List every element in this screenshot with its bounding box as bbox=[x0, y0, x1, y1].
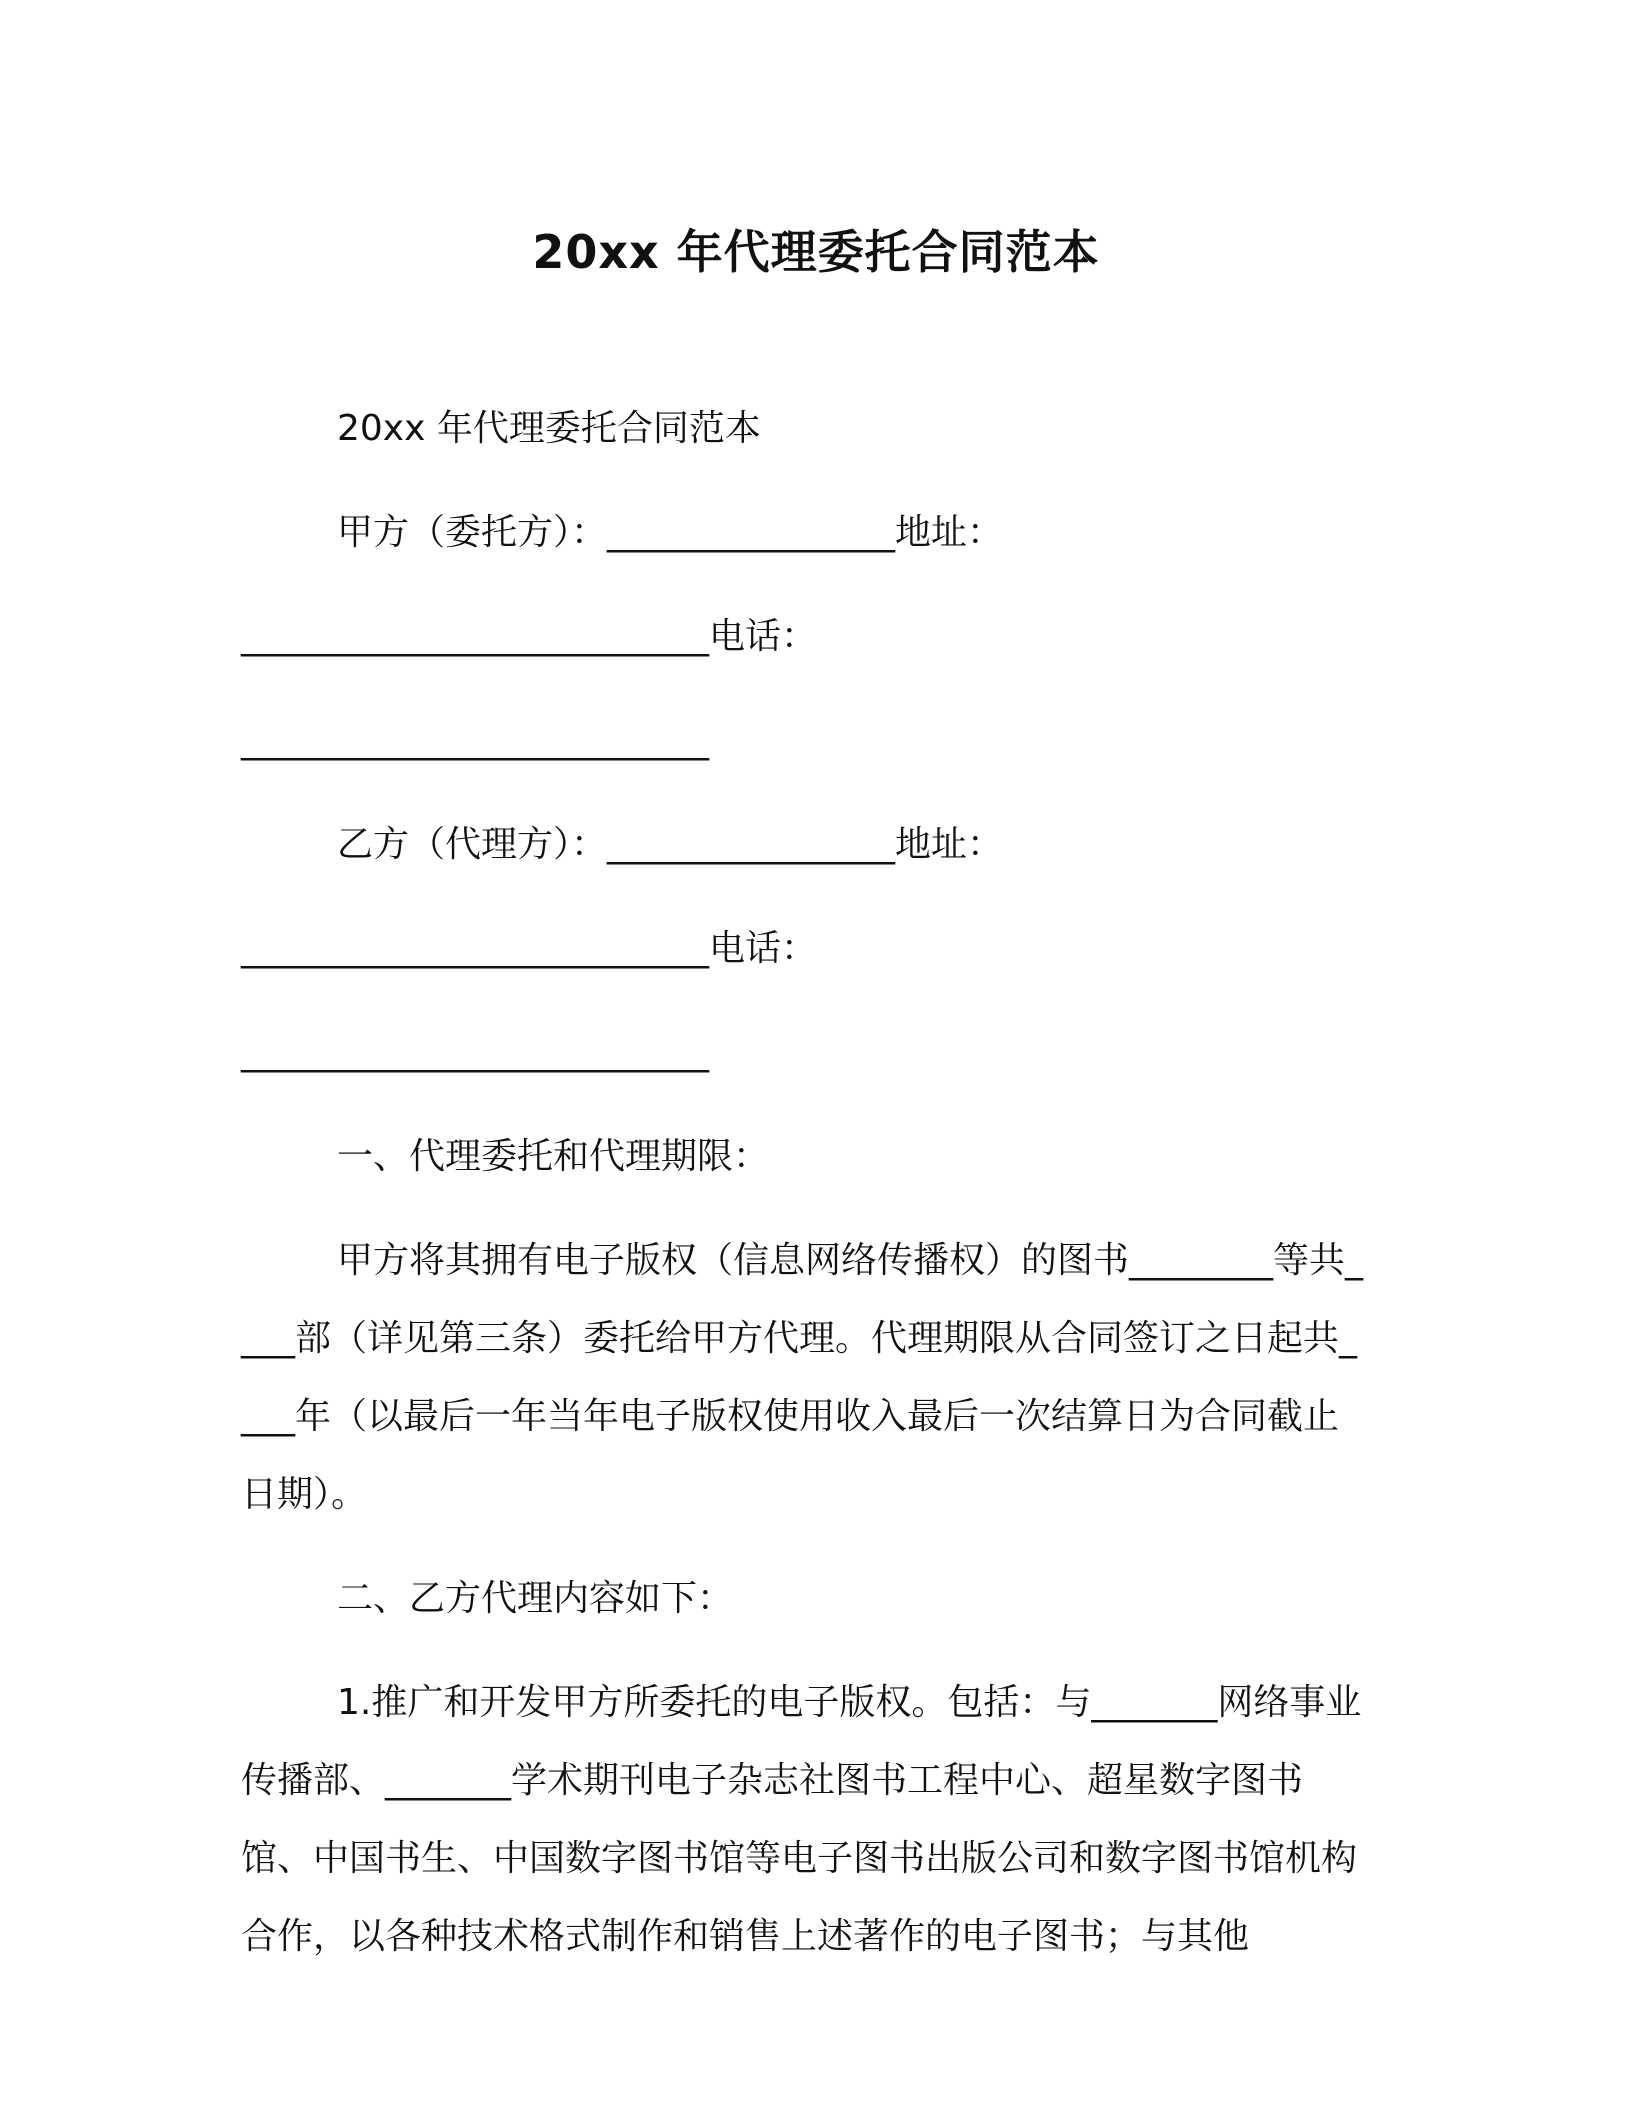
section-1-heading: 一、代理委托和代理期限： bbox=[337, 1136, 770, 1177]
document-body bbox=[241, 390, 1371, 1976]
section-2-paragraph: 1.推广和开发甲方所委托的电子版权。包括：与_______网络事业传播部、_______学术期刊电子杂志社图书工程中心、超星数字图书馆、中国书生、中国数字图书馆等电子图书出版公司和数字图书馆机构合作，以各种技术格式制作和销售上述著作的电子图书；与其他 bbox=[241, 1682, 1362, 1957]
party-a-line-1: 甲方（委托方）：________________地址： bbox=[337, 512, 1004, 553]
party-b-line-2: __________________________电话： bbox=[241, 928, 818, 969]
party-b-line-1: 乙方（代理方）：________________地址： bbox=[337, 824, 1004, 865]
document-title: 20xx 年代理委托合同范本 bbox=[532, 225, 1100, 279]
document-subtitle: 20xx 年代理委托合同范本 bbox=[337, 408, 761, 449]
section-1-paragraph: 甲方将其拥有电子版权（信息网络传播权）的图书________等共____部（详见第三条）委托给甲方代理。代理期限从合同签订之日起共____年（以最后一年当年电子版权使用收入最后一次结算日为合同截止日期）。 bbox=[241, 1240, 1364, 1515]
section-2-heading: 二、乙方代理内容如下： bbox=[337, 1578, 734, 1619]
party-b-line-3: __________________________ bbox=[241, 1032, 709, 1073]
party-a-line-3: __________________________ bbox=[241, 720, 709, 761]
party-a-line-2: __________________________电话： bbox=[241, 616, 818, 657]
